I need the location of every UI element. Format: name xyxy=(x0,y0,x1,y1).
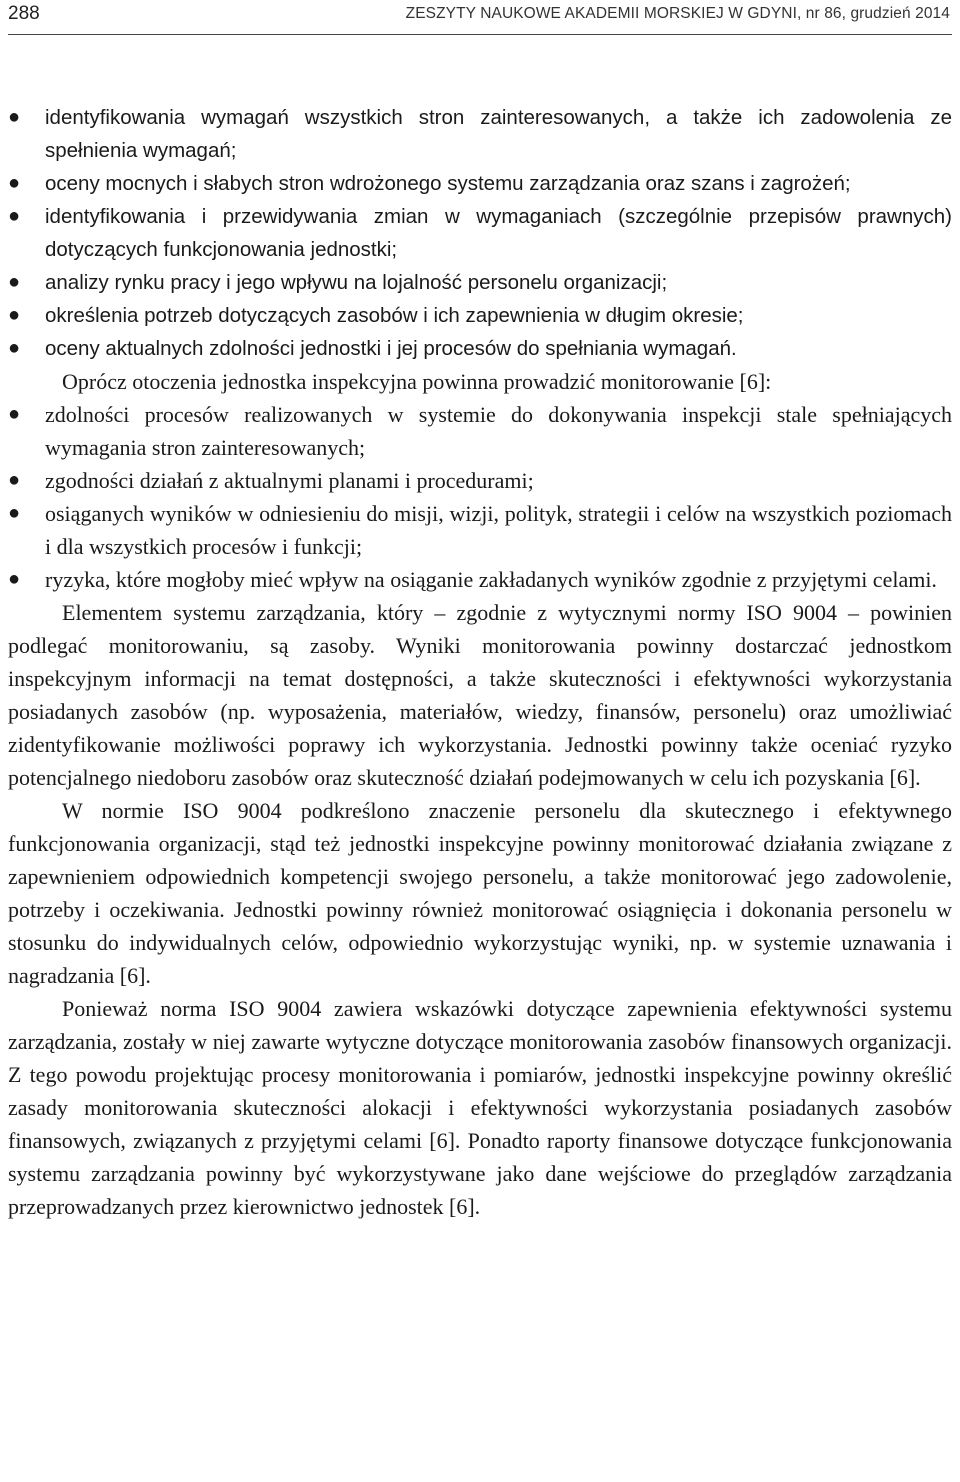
paragraph: W normie ISO 9004 podkreślono znaczenie personelu dla skutecznego i efektywnego funkcjonowania organizacji, stąd też jednostki inspekcyjne powinny monitorować działania związane z zapewnieniem odpowiednich kompetencji swojego personelu, a także monitorować jego zadowolenie, potrzeby i oczekiwania. Jednostki powinny również monitorować osiągnięcia i dokonania personelu w stosunku do indywidualnych celów, odpowiednio wykorzystując wyniki, np. w systemie uznawania i nagradzania [6]. xyxy=(8,798,952,988)
paragraph: Oprócz otoczenia jednostka inspekcyjna powinna prowadzić monitorowanie [6]: xyxy=(62,369,772,394)
list-item: ● zdolności procesów realizowanych w systemie do dokonywania inspekcji stale spełniających wymagania stron zainteresowanych; xyxy=(8,398,952,464)
running-header xyxy=(8,0,952,35)
bullet-list-1 xyxy=(8,101,952,365)
journal-title: ZESZYTY NAUKOWE AKADEMII MORSKIEJ W GDYNI, nr 86, grudzień 2014 xyxy=(405,5,950,22)
bullet-icon: ● xyxy=(8,205,21,227)
bullet-icon: ● xyxy=(8,271,21,293)
list-item: ● oceny mocnych i słabych stron wdrożonego systemu zarządzania oraz szans i zagrożeń; xyxy=(8,167,952,200)
list-item: ● identyfikowania wymagań wszystkich stron zainteresowanych, a także ich zadowolenia ze spełnienia wymagań; xyxy=(8,101,952,167)
page-number: 288 xyxy=(8,3,40,24)
bullet-list-2 xyxy=(8,398,952,596)
bullet-icon: ● xyxy=(8,568,21,590)
bullet-icon: ● xyxy=(8,403,21,425)
body-text xyxy=(8,101,952,1223)
paragraph: Ponieważ norma ISO 9004 zawiera wskazówki dotyczące zapewnienia efektywności systemu zarządzania, zostały w niej zawarte wytyczne dotyczące monitorowania zasobów finansowych organizacji. Z tego powodu projektując procesy monitorowania i pomiarów, jednostki inspekcyjne powinny określić zasady monitorowania skuteczności alokacji i efektywności wykorzystania posiadanych zasobów finansowych, związanych z przyjętymi celami [6]. Ponadto raporty finansowe dotyczące funkcjonowania systemu zarządzania powinny być wykorzystywane jako dane wejściowe do przeglądów zarządzania przeprowadzanych przez kierownictwo jednostek [6]. xyxy=(8,996,952,1219)
bullet-icon: ● xyxy=(8,337,21,359)
list-item: ● ryzyka, które mogłoby mieć wpływ na osiąganie zakładanych wyników zgodnie z przyjętymi celami. xyxy=(8,563,952,596)
list-item: ● analizy rynku pracy i jego wpływu na lojalność personelu organizacji; xyxy=(8,266,952,299)
list-item: ● osiąganych wyników w odniesieniu do misji, wizji, polityk, strategii i celów na wszystkich poziomach i dla wszystkich procesów i funkcji; xyxy=(8,497,952,563)
bullet-icon: ● xyxy=(8,502,21,524)
bullet-icon: ● xyxy=(8,469,21,491)
list-item: ● oceny aktualnych zdolności jednostki i jej procesów do spełniania wymagań. xyxy=(8,332,952,365)
list-item: ● określenia potrzeb dotyczących zasobów i ich zapewnienia w długim okresie; xyxy=(8,299,952,332)
bullet-icon: ● xyxy=(8,304,21,326)
bullet-icon: ● xyxy=(8,172,21,194)
paragraph: Elementem systemu zarządzania, który – zgodnie z wytycznymi normy ISO 9004 – powinien podlegać monitorowaniu, są zasoby. Wyniki monitorowania powinny dostarczać jednostkom inspekcyjnym informacji na temat dostępności, a także skuteczności i efektywności wykorzystania posiadanych zasobów (np. wyposażenia, materiałów, wiedzy, finansów, personelu) oraz umożliwiać zidentyfikowanie możliwości poprawy ich wykorzystania. Jednostki powinny także oceniać ryzyko potencjalnego niedoboru zasobów oraz skuteczność działań podejmowanych w celu ich pozyskania [6]. xyxy=(8,600,952,790)
list-item: ● identyfikowania i przewidywania zmian w wymaganiach (szczególnie przepisów prawnych) dotyczących funkcjonowania jednostki; xyxy=(8,200,952,266)
bullet-icon: ● xyxy=(8,106,21,128)
list-item: ● zgodności działań z aktualnymi planami i procedurami; xyxy=(8,464,952,497)
